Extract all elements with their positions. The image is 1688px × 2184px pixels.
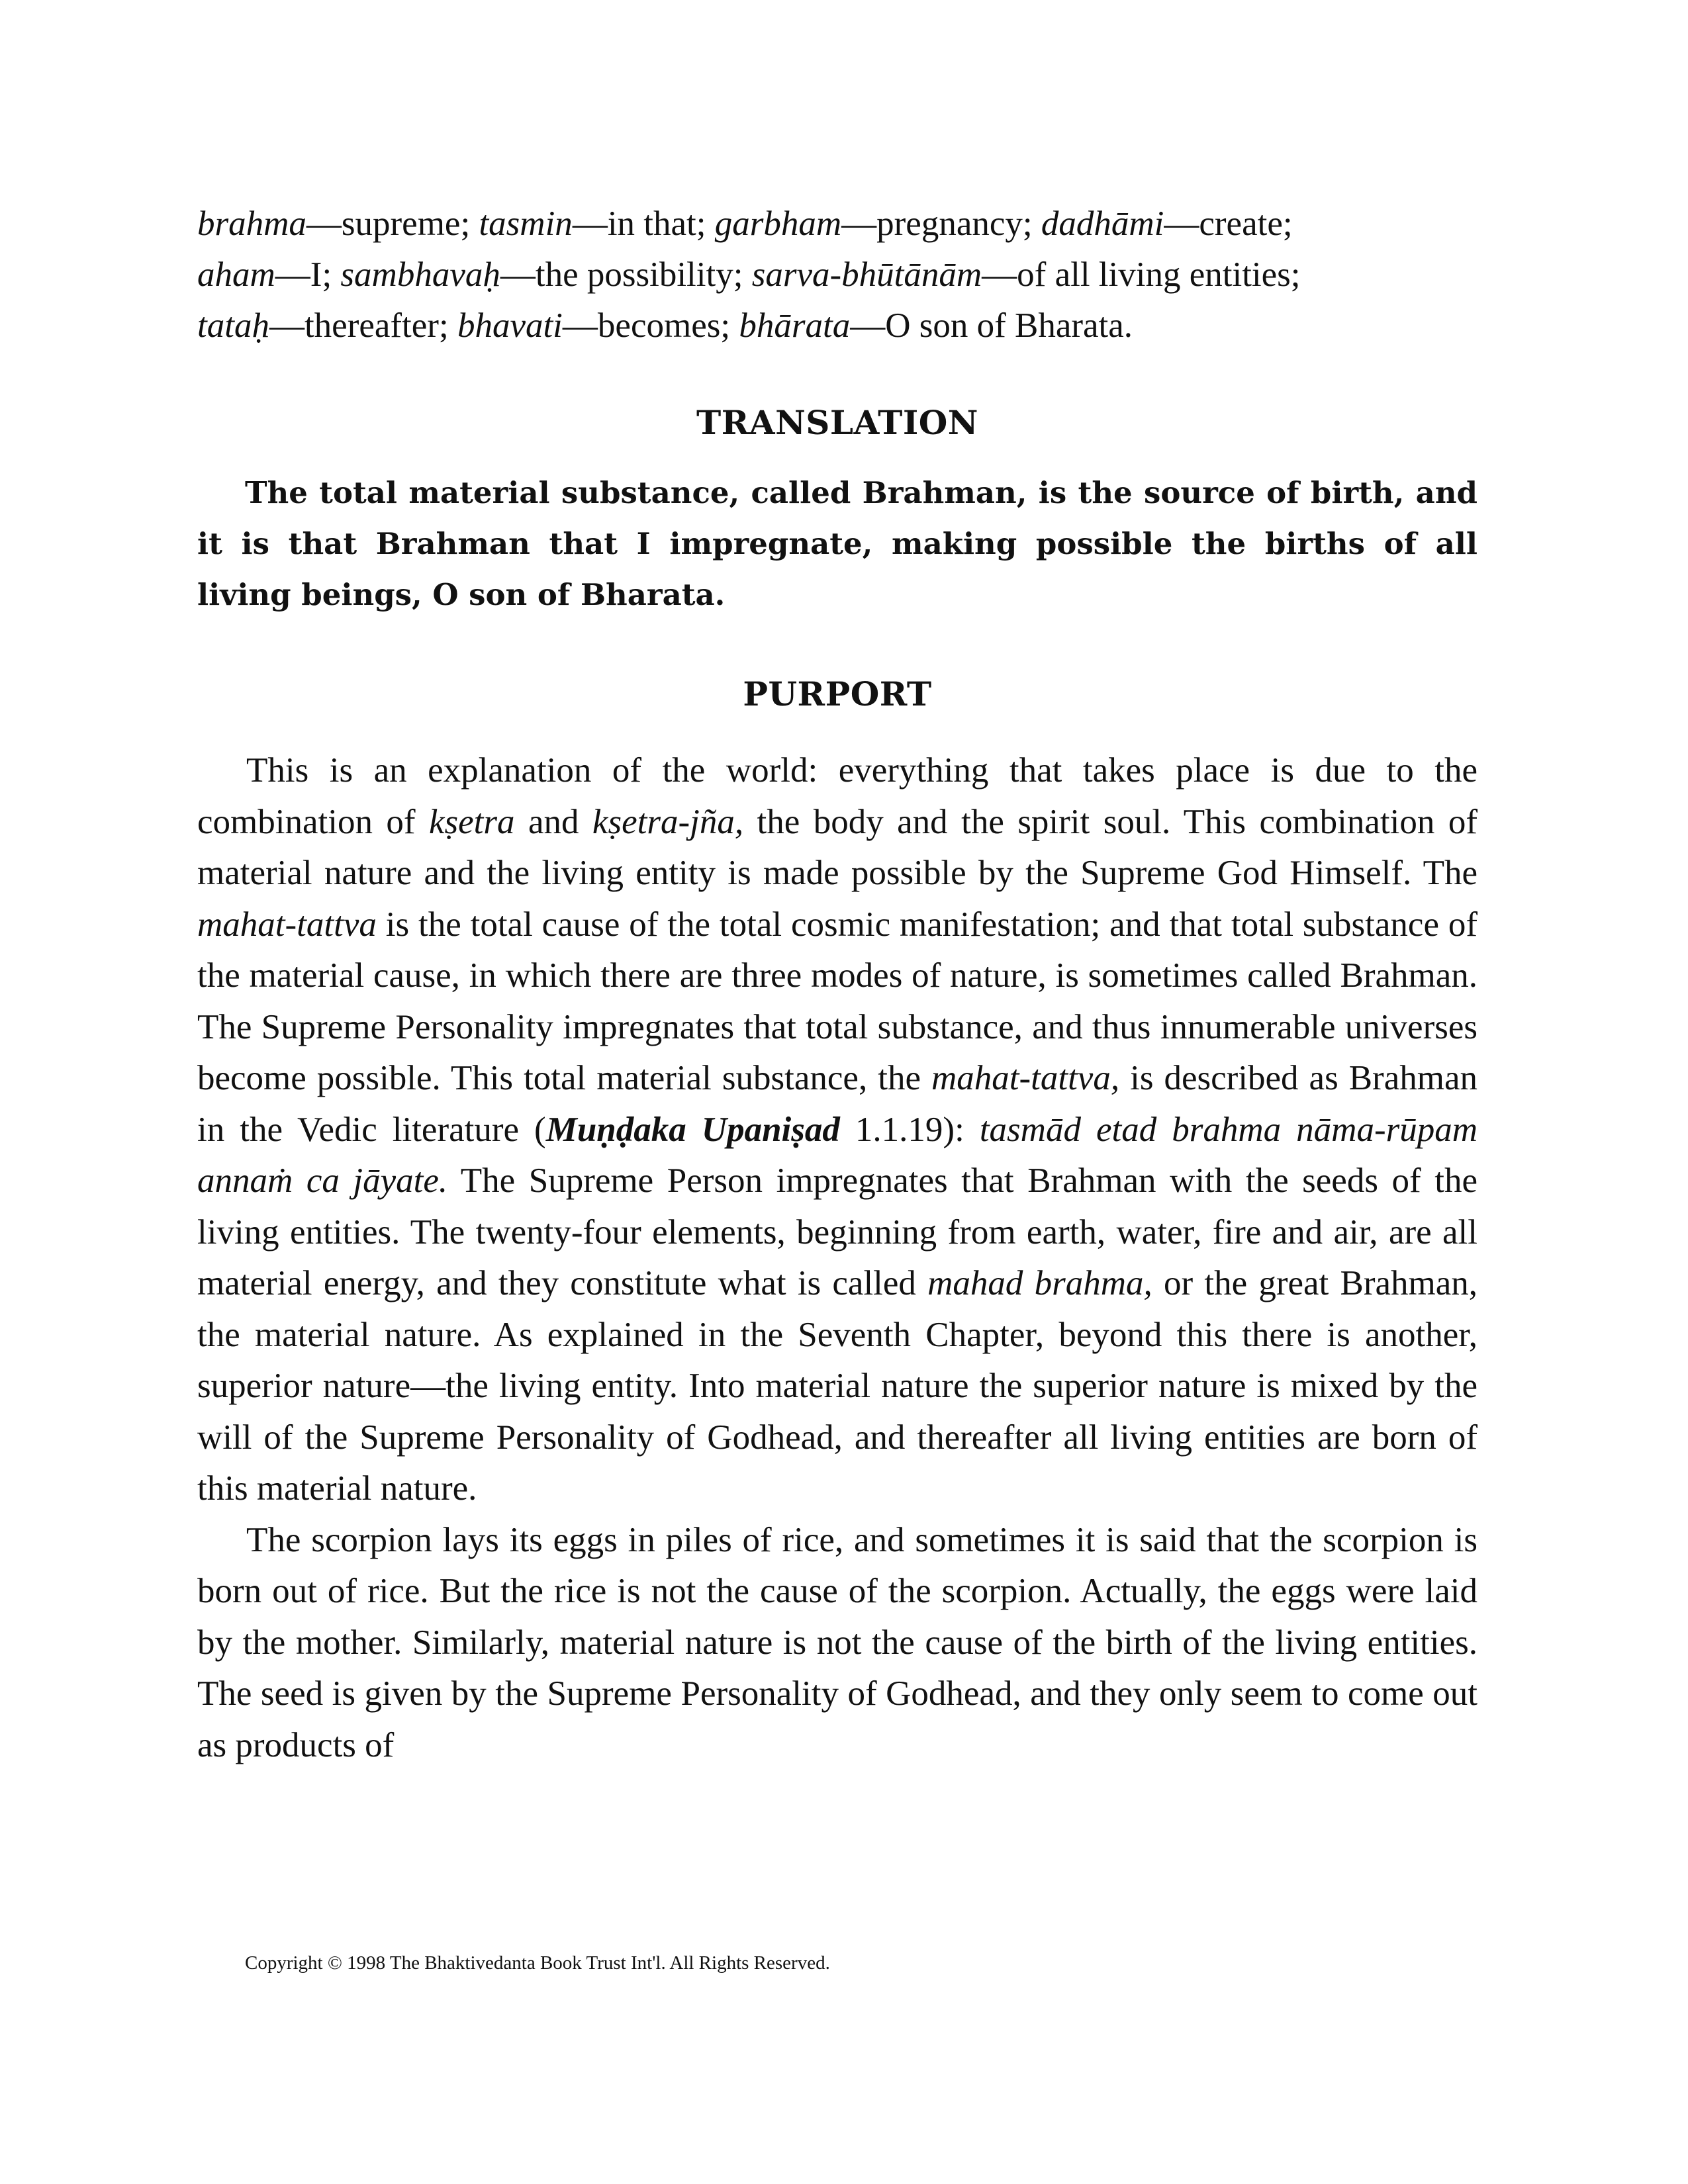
- page-content: [197, 199, 1477, 1771]
- synonym-term: sambhavaḥ: [340, 255, 500, 294]
- purport-text: 1.1.19):: [839, 1110, 980, 1149]
- purport-text: the body and the spirit soul. This combination of material nature and the living entity is made possible by the Supreme God Himself. The: [197, 802, 1477, 892]
- synonym-meaning: becomes: [597, 306, 721, 345]
- synonym-meaning: in that: [607, 205, 696, 243]
- synonym-meaning: O son of Bharata.: [885, 306, 1133, 345]
- purport-paragraph-1: [197, 745, 1477, 1515]
- synonym-term: sarva-bhūtānām: [751, 255, 982, 294]
- purport-italic-term: kṣetra: [428, 802, 515, 841]
- synonym-term: tataḥ: [197, 306, 269, 345]
- purport-text: and: [514, 802, 592, 841]
- synonym-term: tasmin: [479, 205, 573, 243]
- purport-paragraph-2: The scorpion lays its eggs in piles of rice, and sometimes it is said that the scorpion is born out of rice. But the rice is not the cause of the scorpion. Actually, the eggs were laid by the mother. Similarly, material nature is not the cause of the birth of the living entities. The seed is given by the Supreme Personality of Godhead, and they only seem to come out as products of: [197, 1520, 1477, 1764]
- synonyms-block: brahma—supreme; tasmin—in that; garbham—pregnancy; dadhāmi—create; aham—I; sambhavaḥ—the possibility; sarva-bhūtānām—of all living entities; tataḥ—thereafter; bhavati—becomes; bhārata—O son of Bharata.: [197, 205, 1301, 345]
- purport-italic-term: kṣetra-jña,: [592, 802, 744, 841]
- synonym-meaning: pregnancy: [876, 205, 1023, 243]
- synonym-term: bhavati: [457, 306, 563, 345]
- synonym-term: dadhāmi: [1041, 205, 1164, 243]
- purport-italic-quote: tasmād etad brahma nāma-rūpam annaṁ ca jāyate.: [197, 1110, 1477, 1200]
- synonym-term: garbham: [714, 205, 842, 243]
- purport-text: is described as Brahman in the Vedic literature (: [197, 1059, 1477, 1149]
- synonym-meaning: thereafter: [304, 306, 439, 345]
- synonym-term: aham: [197, 255, 275, 294]
- purport-italic-term: mahad brahma,: [927, 1264, 1152, 1302]
- purport-italic-term: mahat-tattva: [197, 905, 377, 944]
- purport-text: This is an explanation of the world: everything that takes place is due to the combination of: [197, 751, 1477, 841]
- synonym-meaning: create: [1199, 205, 1283, 243]
- synonym-meaning: supreme: [341, 205, 461, 243]
- purport-text: is the total cause of the total cosmic manifestation; and that total substance of the material cause, in which there are three modes of nature, is sometimes called Brahman. The Supreme Personality impregnates that total substance, and thus innumerable universes become possible. This total material substance, the: [197, 905, 1477, 1097]
- synonym-meaning: I: [310, 255, 322, 294]
- translation-heading: TRANSLATION: [696, 403, 978, 442]
- synonym-term: brahma: [197, 205, 306, 243]
- synonym-meaning: of all living entities: [1017, 255, 1291, 294]
- synonym-meaning: the possibility: [535, 255, 733, 294]
- purport-text: The Supreme Person impregnates that Brahman with the seeds of the living entities. The twenty-four elements, beginning from earth, water, fire and air, are all material energy, and they constitute what is called: [197, 1161, 1477, 1302]
- copyright-footer: Copyright © 1998 The Bhaktivedanta Book Trust Int'l. All Rights Reserved.: [245, 1952, 830, 1974]
- translation-text: The total material substance, called Brahman, is the source of birth, and it is that Brahman that I impregnate, making possible the births of all living beings, O son of Bharata.: [197, 475, 1477, 612]
- purport-italic-term: mahat-tattva,: [931, 1059, 1120, 1097]
- purport-text: or the great Brahman, the material nature. As explained in the Seventh Chapter, beyond this there is another, superior nature—the living entity. Into material nature the superior nature is mixed by the will of the Supreme Personality of Godhead, and thereafter all living entities are born of this material nature.: [197, 1264, 1477, 1508]
- scripture-title: Muṇḍaka Upaniṣad: [545, 1110, 840, 1149]
- purport-heading: PURPORT: [743, 674, 932, 713]
- synonym-term: bhārata: [739, 306, 851, 345]
